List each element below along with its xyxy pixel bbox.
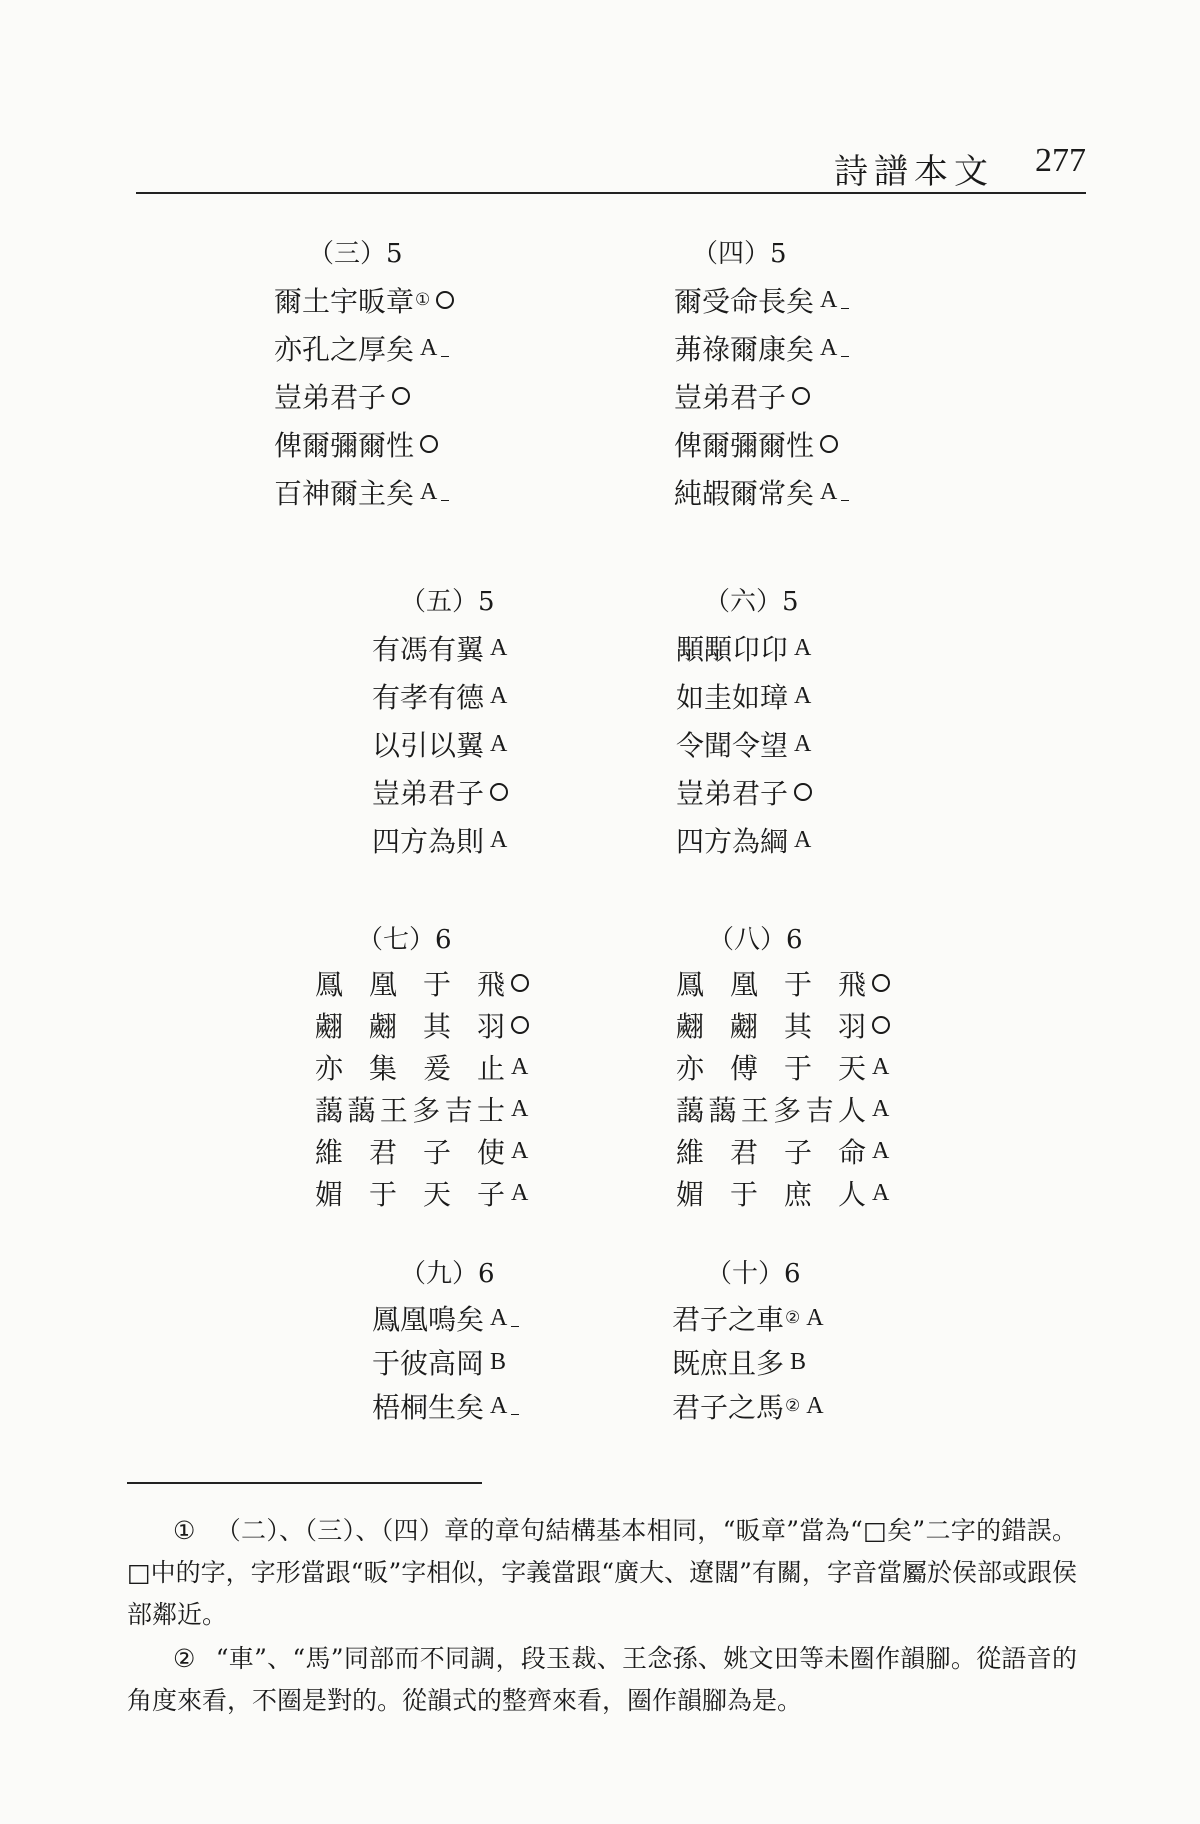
verse-line (676, 1046, 890, 1088)
tone-underscore-mark (511, 1326, 519, 1327)
rhyme-mark: A (490, 826, 508, 853)
rhyme-mark: A (490, 1392, 508, 1419)
verse-text: 茀祿爾康矣 (674, 333, 815, 366)
verse-line (676, 624, 812, 672)
verse-text: 豈弟君子 (372, 777, 485, 810)
verse-text: 顒顒卬卬 (676, 633, 789, 666)
stanza-7 (315, 918, 529, 1214)
footnote-ref: ② (785, 1396, 801, 1416)
verse-line (274, 468, 454, 516)
verse-text: 于彼高岡 (372, 1347, 485, 1380)
stanza-heading: （九）6 (400, 1259, 495, 1289)
tone-underscore-mark (841, 308, 849, 309)
stanza-9 (372, 1252, 519, 1428)
rhyme-mark: A (511, 1137, 529, 1164)
verse-text: 梧桐生矣 (372, 1391, 485, 1424)
rhyme-circle-mark (511, 974, 529, 992)
tone-underscore-mark (441, 500, 449, 501)
rhyme-mark: B (790, 1348, 807, 1375)
verse-text: 翽 翽 其 羽 (315, 1010, 505, 1043)
verse-line (672, 1384, 824, 1428)
header-title: 詩譜本文 (834, 152, 994, 192)
verse-line (674, 468, 849, 516)
footnote-marker: ① (173, 1516, 196, 1545)
verse-text: 如圭如璋 (676, 681, 789, 714)
tone-underscore-mark (841, 356, 849, 357)
rhyme-mark: A (872, 1137, 890, 1164)
verse-line (674, 372, 849, 420)
stanza-heading: （八）6 (708, 925, 803, 955)
rhyme-mark: A (794, 682, 812, 709)
verse-text: 亦 集 爰 止 (315, 1052, 505, 1085)
verse-line (676, 1172, 890, 1214)
rhyme-mark: A (490, 730, 508, 757)
page-number: 277 (1035, 142, 1086, 179)
verse-text: 既庶且多 (672, 1347, 785, 1380)
verse-line (672, 1340, 824, 1384)
verse-text: 豈弟君子 (674, 381, 787, 414)
rhyme-mark: A (511, 1095, 529, 1122)
stanza-heading: （三）5 (308, 239, 403, 269)
verse-line (372, 624, 508, 672)
rhyme-circle-mark (792, 387, 810, 405)
verse-text: 俾爾彌爾性 (674, 429, 815, 462)
verse-line (372, 816, 508, 864)
verse-text: 藹 藹 王 多 吉 士 (315, 1094, 505, 1127)
rhyme-circle-mark (794, 783, 812, 801)
rhyme-mark: A (820, 334, 838, 361)
verse-line (672, 1296, 824, 1340)
rhyme-mark: A (872, 1053, 890, 1080)
verse-text: 亦孔之厚矣 (274, 333, 415, 366)
rhyme-mark: A (420, 478, 438, 505)
verse-line (676, 720, 812, 768)
footnote-ref: ① (415, 290, 431, 310)
stanza-8 (676, 918, 890, 1214)
rhyme-mark: A (794, 730, 812, 757)
rhyme-mark: A (490, 1304, 508, 1331)
verse-line (674, 276, 849, 324)
footnote-ref: ② (785, 1308, 801, 1328)
verse-text: 媚 于 庶 人 (676, 1178, 866, 1211)
rhyme-mark: A (511, 1053, 529, 1080)
verse-line (676, 962, 890, 1004)
verse-text: 俾爾彌爾性 (274, 429, 415, 462)
verse-line (372, 768, 508, 816)
verse-line (274, 420, 454, 468)
verse-line (315, 1046, 529, 1088)
verse-text: 純嘏爾常矣 (674, 477, 815, 510)
stanza-heading: （七）6 (357, 925, 452, 955)
tone-underscore-mark (441, 356, 449, 357)
verse-line (315, 1088, 529, 1130)
verse-line (274, 372, 454, 420)
verse-text: 四方為則 (372, 825, 485, 858)
rhyme-circle-mark (392, 387, 410, 405)
verse-line (315, 962, 529, 1004)
rhyme-circle-mark (511, 1016, 529, 1034)
verse-text: 豈弟君子 (676, 777, 789, 810)
rhyme-circle-mark (820, 435, 838, 453)
verse-text: 豈弟君子 (274, 381, 387, 414)
rhyme-mark: A (794, 826, 812, 853)
footnote-text: （二）、（三）、（四）章的章句結構基本相同，“昄章”當為“□矣”二字的錯誤。□中的字，字形當跟“昄”字相似，字義當跟“廣大、遼闊”有關，字音當屬於侯部或跟侯部鄰近。 (127, 1516, 1077, 1629)
verse-text: 亦 傅 于 天 (676, 1052, 866, 1085)
running-header (136, 142, 1086, 192)
verse-line (676, 768, 812, 816)
verse-line (274, 324, 454, 372)
verse-text: 有馮有翼 (372, 633, 485, 666)
stanza-5 (372, 580, 508, 864)
stanza-heading: （五）5 (400, 587, 495, 617)
footnotes (127, 1510, 1077, 1724)
rhyme-mark: A (806, 1304, 824, 1331)
verse-text: 以引以翼 (372, 729, 485, 762)
rhyme-mark: A (511, 1179, 529, 1206)
verse-text: 百神爾主矣 (274, 477, 415, 510)
verse-text: 藹 藹 王 多 吉 人 (676, 1094, 866, 1127)
tone-underscore-mark (511, 1414, 519, 1415)
footnote-marker: ② (173, 1644, 196, 1673)
verse-line (372, 672, 508, 720)
verse-line (676, 672, 812, 720)
footnote-text: “車”、“馬”同部而不同調，段玉裁、王念孫、姚文田等未圈作韻腳。從語音的角度來看，不圈是對的。從韻式的整齊來看，圈作韻腳為是。 (127, 1644, 1077, 1715)
rhyme-mark: A (794, 634, 812, 661)
verse-line (274, 276, 454, 324)
verse-line (315, 1004, 529, 1046)
rhyme-mark: B (490, 1348, 507, 1375)
rhyme-mark: A (820, 478, 838, 505)
verse-line (676, 816, 812, 864)
rhyme-mark: A (490, 634, 508, 661)
rhyme-circle-mark (420, 435, 438, 453)
verse-line (674, 420, 849, 468)
stanza-4 (674, 232, 849, 516)
stanza-10 (672, 1252, 824, 1428)
header-rule (136, 192, 1086, 194)
rhyme-mark: A (820, 286, 838, 313)
verse-text: 有孝有德 (372, 681, 485, 714)
verse-line (372, 1340, 519, 1384)
footnote-rule (127, 1482, 482, 1484)
verse-text: 維 君 子 使 (315, 1136, 505, 1169)
stanza-6 (676, 580, 812, 864)
rhyme-mark: A (420, 334, 438, 361)
tone-underscore-mark (841, 500, 849, 501)
rhyme-circle-mark (436, 291, 454, 309)
rhyme-mark: A (806, 1392, 824, 1419)
verse-text: 四方為綱 (676, 825, 789, 858)
rhyme-circle-mark (872, 974, 890, 992)
rhyme-mark: A (490, 682, 508, 709)
stanza-3 (274, 232, 454, 516)
stanza-heading: （十）6 (706, 1259, 801, 1289)
footnote-1 (127, 1510, 1077, 1636)
verse-text: 翽 翽 其 羽 (676, 1010, 866, 1043)
verse-text: 鳳 凰 于 飛 (676, 968, 866, 1001)
verse-text: 君子之馬 (672, 1391, 785, 1424)
rhyme-circle-mark (490, 783, 508, 801)
verse-line (372, 720, 508, 768)
verse-text: 爾受命長矣 (674, 285, 815, 318)
verse-line (676, 1088, 890, 1130)
verse-text: 鳳凰鳴矣 (372, 1303, 485, 1336)
footnote-2 (127, 1638, 1077, 1722)
verse-text: 鳳 凰 于 飛 (315, 968, 505, 1001)
verse-text: 君子之車 (672, 1303, 785, 1336)
verse-line (315, 1130, 529, 1172)
rhyme-mark: A (872, 1179, 890, 1206)
verse-text: 爾土宇昄章 (274, 285, 415, 318)
rhyme-mark: A (872, 1095, 890, 1122)
verse-text: 令聞令望 (676, 729, 789, 762)
verse-line (372, 1296, 519, 1340)
verse-line (674, 324, 849, 372)
verse-line (315, 1172, 529, 1214)
verse-text: 維 君 子 命 (676, 1136, 866, 1169)
rhyme-circle-mark (872, 1016, 890, 1034)
stanza-heading: （六）5 (704, 587, 799, 617)
stanza-heading: （四）5 (692, 239, 787, 269)
verse-text: 媚 于 天 子 (315, 1178, 505, 1211)
verse-line (676, 1004, 890, 1046)
verse-line (372, 1384, 519, 1428)
verse-line (676, 1130, 890, 1172)
